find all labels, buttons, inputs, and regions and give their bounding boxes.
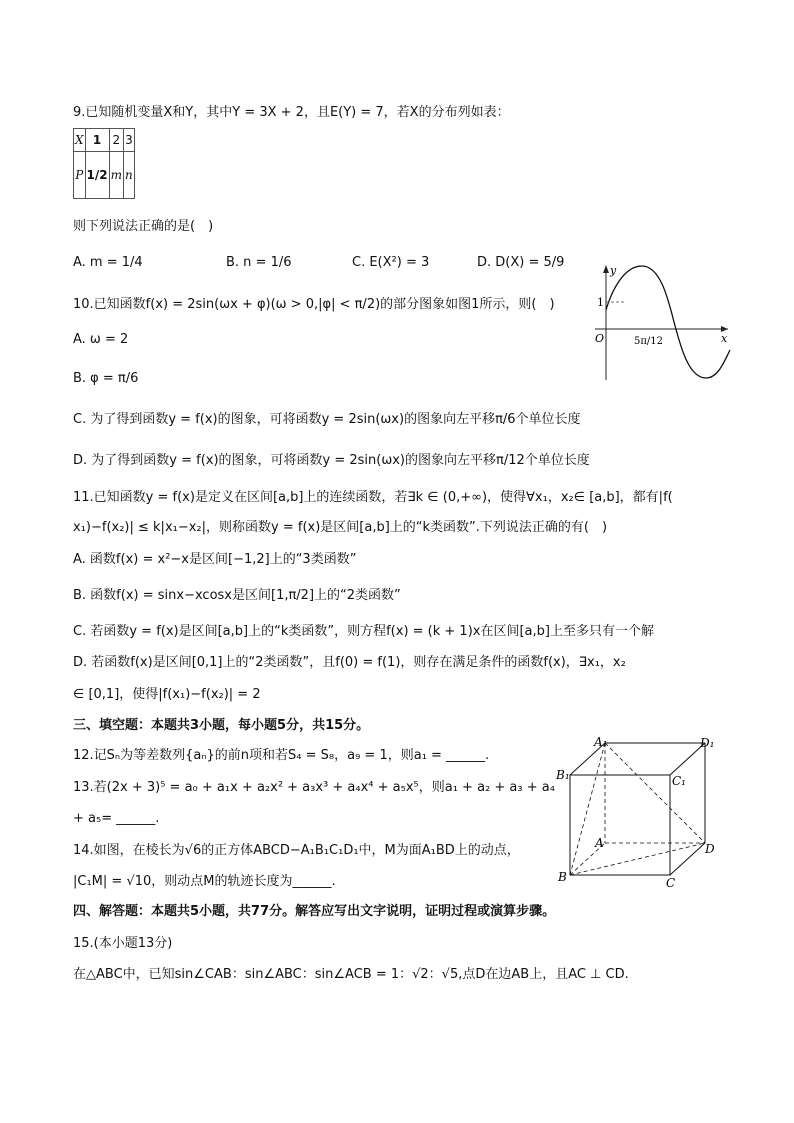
table-cell: 1 — [85, 129, 109, 152]
q14-line1: 14.如图，在棱长为√6的正方体ABCD−A₁B₁C₁D₁中，M为面A₁BD上的动点， — [73, 843, 520, 858]
q11-option-a: A. 函数f(x) = x²−x是区间[−1,2]上的“3类函数” — [73, 552, 357, 567]
vertex-label-c: C — [666, 876, 676, 890]
q11-option-d-line2: ∈ [0,1]，使得|f(x₁)−f(x₂)| = 2 — [73, 687, 261, 702]
cube-figure — [552, 735, 732, 895]
sine-graph — [590, 262, 740, 387]
vertex-label-a1: A₁ — [594, 735, 608, 749]
section-3-heading: 三、填空题：本题共3小题，每小题5分，共15分。 — [73, 718, 370, 733]
q15-stem: 在△ABC中，已知sin∠CAB：sin∠ABC：sin∠ACB = 1：√2：√5,点D在边AB上，且AC ⊥ CD. — [73, 967, 629, 982]
sine-curve — [606, 266, 730, 378]
vertex-label-b: B — [558, 870, 567, 884]
q9-option-b: B. n = 1/6 — [226, 255, 292, 270]
q13-line2: + a₅= ______. — [73, 811, 160, 826]
table-cell: 2 — [109, 129, 123, 152]
table-cell: m — [109, 152, 123, 199]
diagonal-a1-d — [605, 743, 705, 843]
vertex-label-a: A — [595, 836, 604, 850]
cube-front-face — [570, 775, 670, 875]
q9-option-c: C. E(X²) = 3 — [352, 255, 430, 270]
q11-line1: 11.已知函数y = f(x)是定义在区间[a,b]上的连续函数，若∃k ∈ (0,+∞)，使得∀x₁，x₂∈ [a,b]，都有|f( — [73, 490, 673, 505]
y-axis-label: y — [610, 264, 617, 277]
distribution-table — [73, 128, 135, 199]
q11-option-b: B. 函数f(x) = sinx−xcosx是区间[1,π/2]上的“2类函数” — [73, 588, 401, 603]
q10-option-b: B. φ = π/6 — [73, 371, 139, 386]
table-cell: 1/2 — [85, 152, 109, 199]
q12-text: 12.记Sₙ为等差数列{aₙ}的前n项和若S₄ = S₈，a₉ = 1，则a₁ = ______. — [73, 748, 490, 763]
q9-prompt: 则下列说法正确的是( ) — [73, 219, 214, 234]
x-axis-label: x — [721, 332, 728, 345]
q11-line2: x₁)−f(x₂)| ≤ k|x₁−x₂|，则称函数y = f(x)是区间[a,b]上的“k类函数”.下列说法正确的有( ) — [73, 520, 608, 535]
q9-option-a: A. m = 1/4 — [73, 255, 143, 270]
q10-stem: 10.已知函数f(x) = 2sin(ωx + φ)(ω > 0,|φ| < π/2)的部分图象如图1所示，则( ) — [73, 297, 555, 312]
q13-line1: 13.若(2x + 3)⁵ = a₀ + a₁x + a₂x² + a₃x³ + a₄x⁴ + a₅x⁵，则a₁ + a₂ + a₃ + a₄ — [73, 780, 555, 795]
q10-option-d: D. 为了得到函数y = f(x)的图象，可将函数y = 2sin(ωx)的图象向左平移π/12个单位长度 — [73, 453, 590, 468]
table-row — [74, 129, 135, 152]
q15-title: 15.(本小题13分) — [73, 936, 173, 951]
q11-option-d-line1: D. 若函数f(x)是区间[0,1]上的“2类函数”，且f(0) = f(1)，则存在满足条件的函数f(x)，∃x₁，x₂ — [73, 655, 626, 670]
tick-label-5pi-12: 5π/12 — [634, 336, 664, 347]
table-cell: P — [74, 152, 86, 199]
vertex-label-b1: B₁ — [556, 768, 570, 782]
q10-option-c: C. 为了得到函数y = f(x)的图象，可将函数y = 2sin(ωx)的图象向左平移π/6个单位长度 — [73, 412, 581, 427]
vertex-label-c1: C₁ — [672, 774, 686, 788]
q9-option-d: D. D(X) = 5/9 — [477, 255, 565, 270]
table-cell: n — [124, 152, 135, 199]
table-row — [74, 152, 135, 199]
y-axis-arrow-icon — [603, 265, 609, 273]
q9-stem: 9.已知随机变量X和Y，其中Y = 3X + 2，且E(Y) = 7，若X的分布列如表： — [73, 105, 510, 120]
table-cell: X — [74, 129, 86, 152]
vertex-label-d1: D₁ — [700, 736, 715, 750]
vertex-label-d: D — [705, 842, 715, 856]
diagonal-b-d — [570, 843, 705, 875]
origin-label: O — [595, 332, 605, 345]
q11-option-c: C. 若函数y = f(x)是区间[a,b]上的“k类函数”，则方程f(x) = (k + 1)x在区间[a,b]上至多只有一个解 — [73, 624, 654, 639]
q10-option-a: A. ω = 2 — [73, 332, 129, 347]
one-label: 1 — [597, 296, 604, 309]
q14-line2: |C₁M| = √10，则动点M的轨迹长度为______. — [73, 874, 336, 889]
diagonal-a1-b — [570, 743, 605, 875]
table-cell: 3 — [124, 129, 135, 152]
section-4-heading: 四、解答题：本题共5小题，共77分。解答应写出文字说明，证明过程或演算步骤。 — [73, 904, 556, 919]
cube-edge — [670, 843, 705, 875]
